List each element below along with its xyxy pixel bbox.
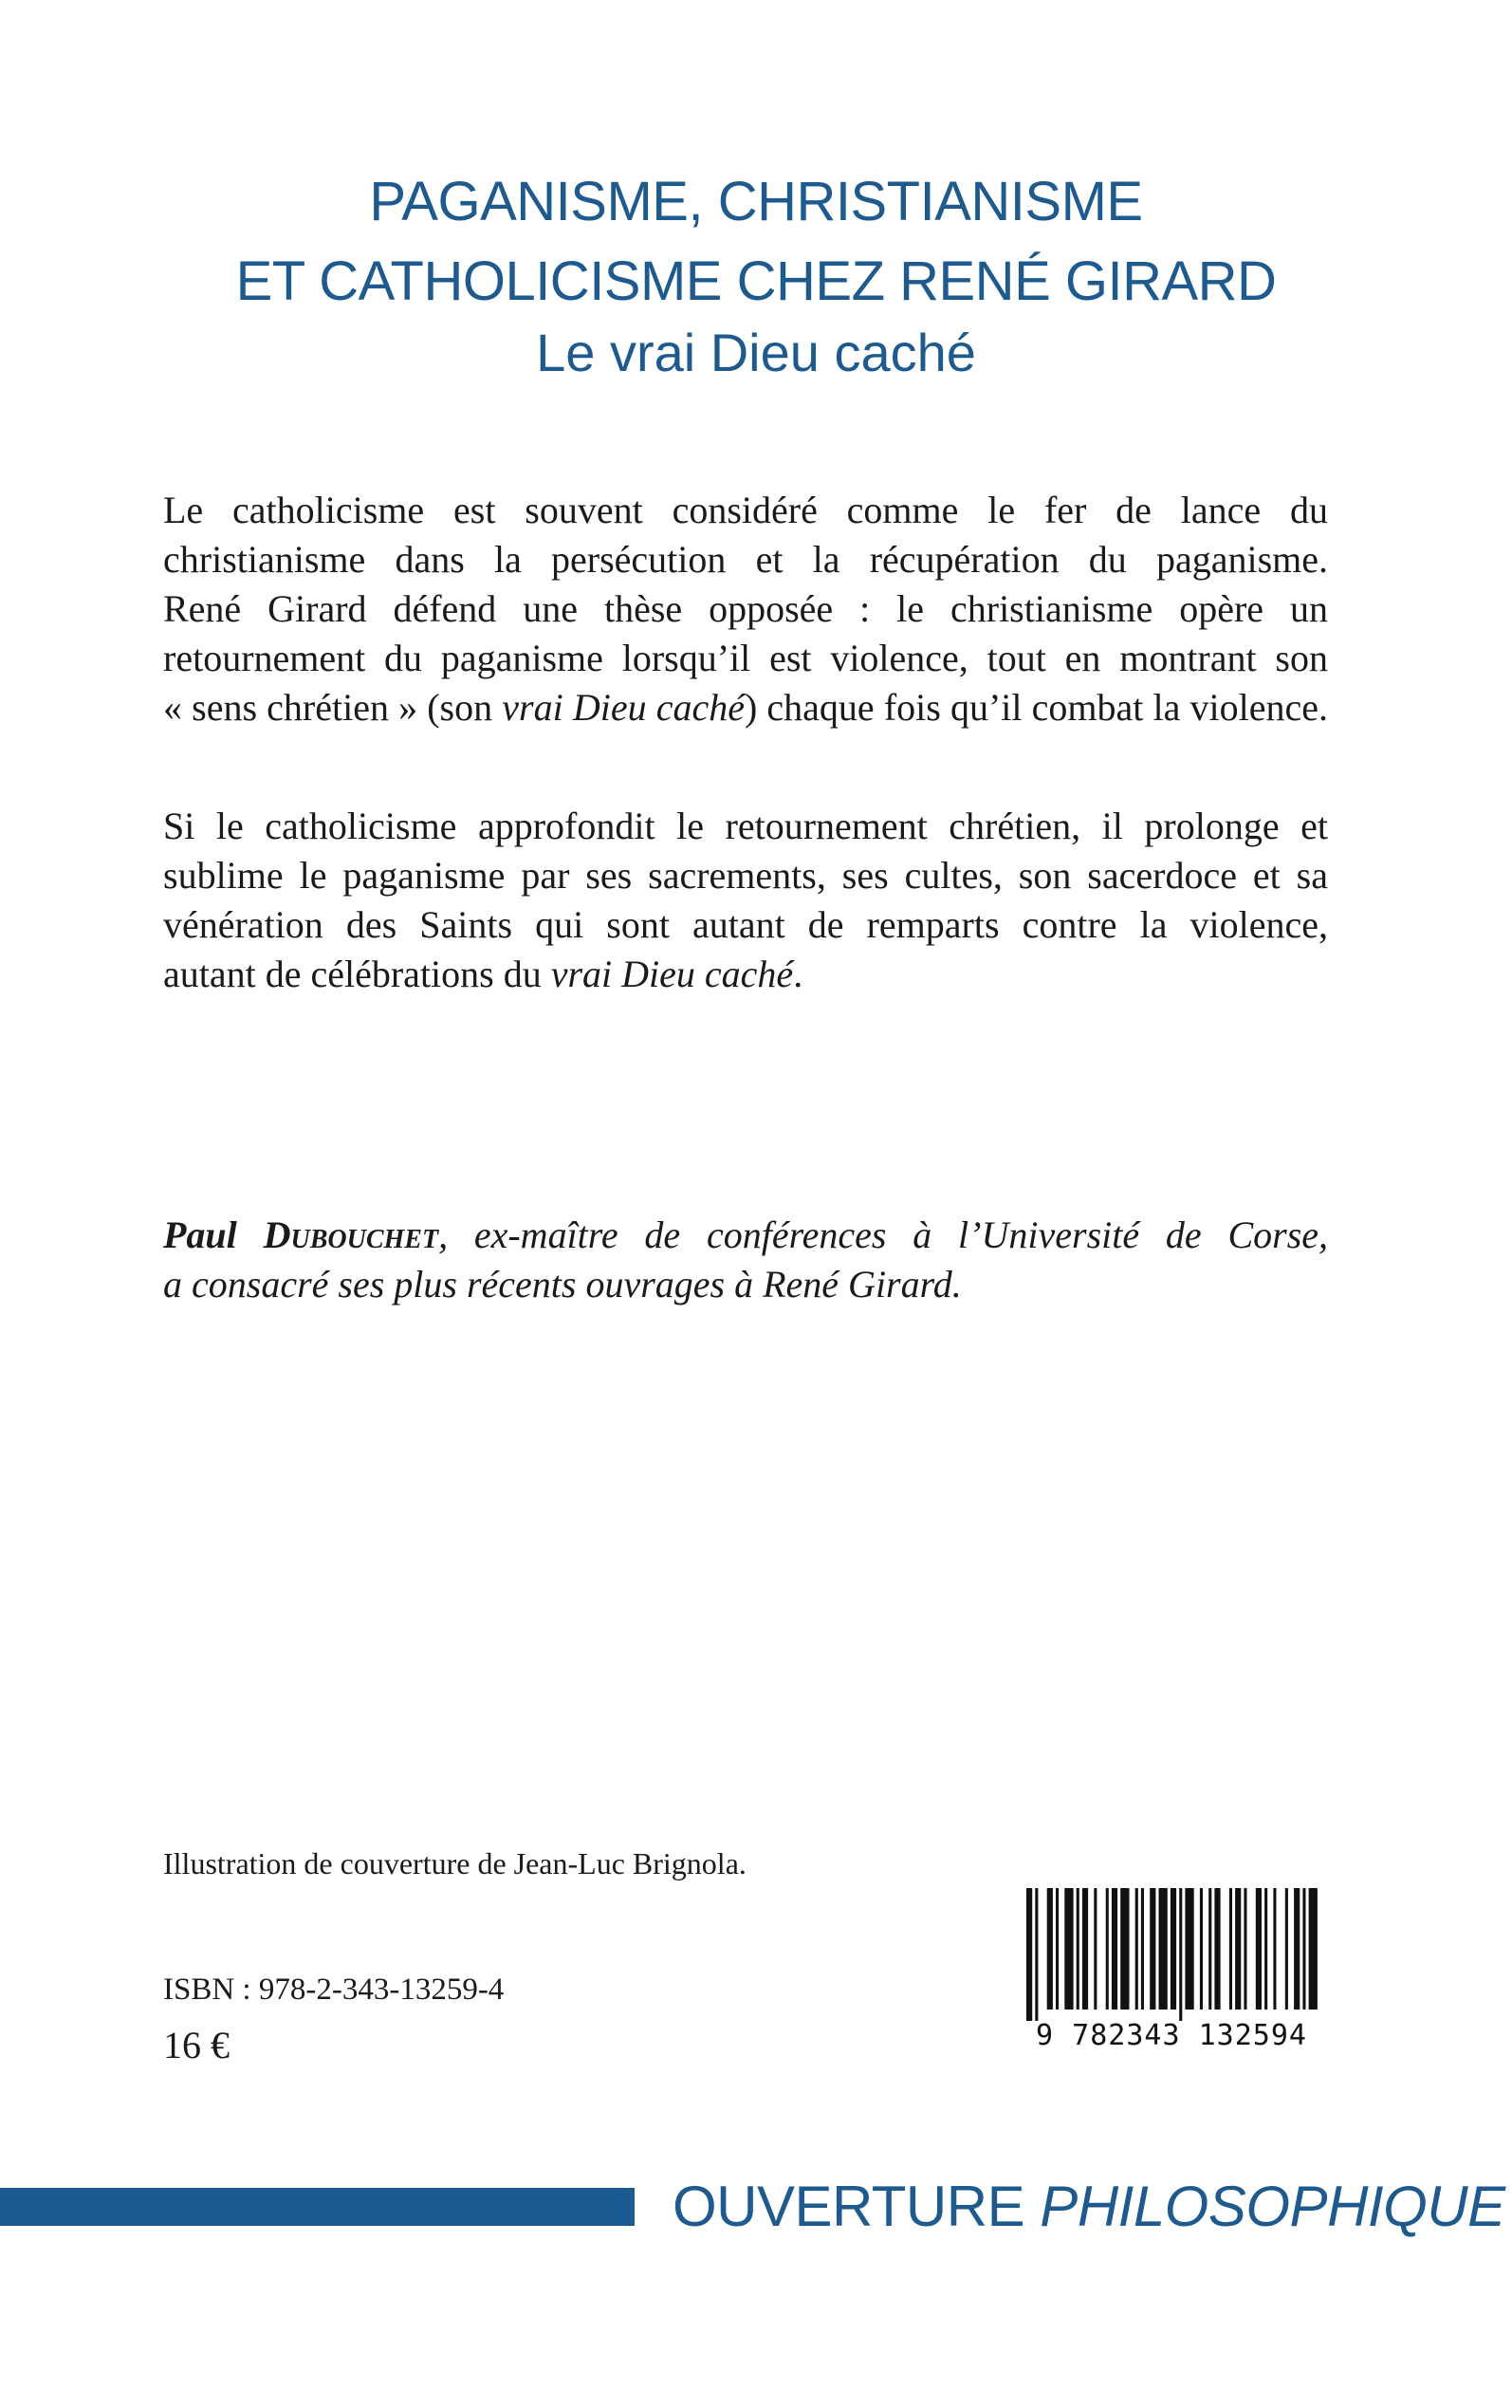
- barcode-bar: [1047, 1888, 1053, 2010]
- blurb-line: [163, 950, 1328, 999]
- author-bio-line: a consacré ses plus récents ouvrages à René Girard.: [163, 1263, 962, 1306]
- blurb-italic-text: vrai Dieu caché: [550, 953, 794, 995]
- barcode-bar: [1235, 1888, 1241, 2010]
- barcode-bar: [1082, 1888, 1088, 2010]
- blurb-line: [163, 683, 1328, 732]
- barcode-bar: [1035, 1888, 1038, 2021]
- barcode-bar: [1256, 1888, 1262, 2010]
- isbn-label: ISBN : 978-2-343-13259-4: [163, 1973, 505, 2007]
- blurb-line: René Girard défend une thèse opposée : le christianisme opère un: [163, 587, 1328, 630]
- barcode-bar: [1026, 1888, 1032, 2021]
- barcode-bar: [1294, 1888, 1300, 2010]
- barcode-bar: [1309, 1888, 1318, 2010]
- barcode-bar: [1264, 1888, 1267, 2010]
- blurb-text: ) chaque fois qu’il combat la violence.: [744, 686, 1328, 729]
- barcode-bar: [1120, 1888, 1129, 2010]
- barcode-bar: [1200, 1888, 1203, 2010]
- barcode-bar: [1285, 1888, 1288, 2010]
- blurb-text: « sens chrétien » (son: [163, 686, 503, 729]
- blurb-text: autant de célébrations du: [163, 953, 551, 995]
- barcode-bar: [1273, 1888, 1276, 2010]
- blurb-line: vénération des Saints qui sont autant de remparts contre la violence,: [163, 903, 1328, 946]
- blurb-line: Si le catholicisme approfondit le retournement chrétien, il prolonge et: [163, 805, 1328, 847]
- barcode-bar: [1106, 1888, 1109, 2010]
- author-name: [163, 1213, 438, 1256]
- barcode-bar: [1094, 1888, 1097, 2010]
- author-bio: [163, 1211, 1328, 1309]
- barcode-bar: [1214, 1888, 1220, 2010]
- series-name: [673, 2173, 1505, 2241]
- series-bar: [0, 2188, 635, 2226]
- barcode-bars-icon: [1015, 1888, 1328, 2021]
- barcode-bar: [1208, 1888, 1211, 2010]
- barcode-bar: [1077, 1888, 1079, 2010]
- blurb-paragraph-2: [163, 802, 1328, 999]
- barcode-bar: [1171, 1888, 1176, 2010]
- illustration-credit: Illustration de couverture de Jean-Luc Brignola.: [163, 1846, 747, 1880]
- barcode-bar: [1302, 1888, 1305, 2010]
- barcode-bar: [1064, 1888, 1073, 2010]
- barcode-bar: [1159, 1888, 1168, 2010]
- blurb-line: christianisme dans la persécution et la récupération du paganisme.: [163, 538, 1328, 581]
- blurb-italic-text: vrai Dieu caché: [502, 686, 745, 729]
- barcode-bar: [1150, 1888, 1155, 2010]
- author-first-name: Paul: [163, 1213, 237, 1256]
- barcode-bar: [1135, 1888, 1138, 2010]
- author-bio-text: , ex-maître de conférences à l’Université de Corse,: [438, 1213, 1329, 1256]
- series-name-part-2: PHILOSOPHIQUE: [1040, 2175, 1505, 2238]
- blurb-line: Le catholicisme est souvent considéré comme le fer de lance du: [163, 489, 1328, 531]
- blurb-text: .: [793, 953, 803, 995]
- blurb-line: retournement du paganisme lorsqu’il est violence, tout en montrant son: [163, 637, 1328, 679]
- barcode-number: 9 782343 132594: [1036, 2019, 1307, 2052]
- barcode-bar: [1112, 1888, 1117, 2010]
- blurb-line: sublime le paganisme par ses sacrements, ses cultes, son sacerdoce et sa: [163, 854, 1328, 897]
- blurb-paragraph-1: [163, 486, 1328, 732]
- price: 16 €: [163, 2024, 230, 2066]
- author-last-name: Dubouchet: [263, 1213, 439, 1256]
- author-bio-line: [163, 1211, 1328, 1260]
- barcode-bar: [1141, 1888, 1144, 2010]
- barcode-bar: [1056, 1888, 1059, 2010]
- barcode-bar: [1229, 1888, 1232, 2010]
- series-name-part-1: OUVERTURE: [673, 2175, 1041, 2238]
- barcode-bar: [1179, 1888, 1182, 2021]
- barcode: [1015, 1888, 1328, 2059]
- cover-title-line-1: PAGANISME, CHRISTIANISME: [369, 171, 1143, 232]
- cover-title-line-2: ET CATHOLICISME CHEZ RENÉ GIRARD: [235, 250, 1277, 312]
- barcode-bar: [1244, 1888, 1246, 2010]
- cover-subtitle: Le vrai Dieu caché: [536, 323, 976, 382]
- barcode-bar: [1185, 1888, 1193, 2010]
